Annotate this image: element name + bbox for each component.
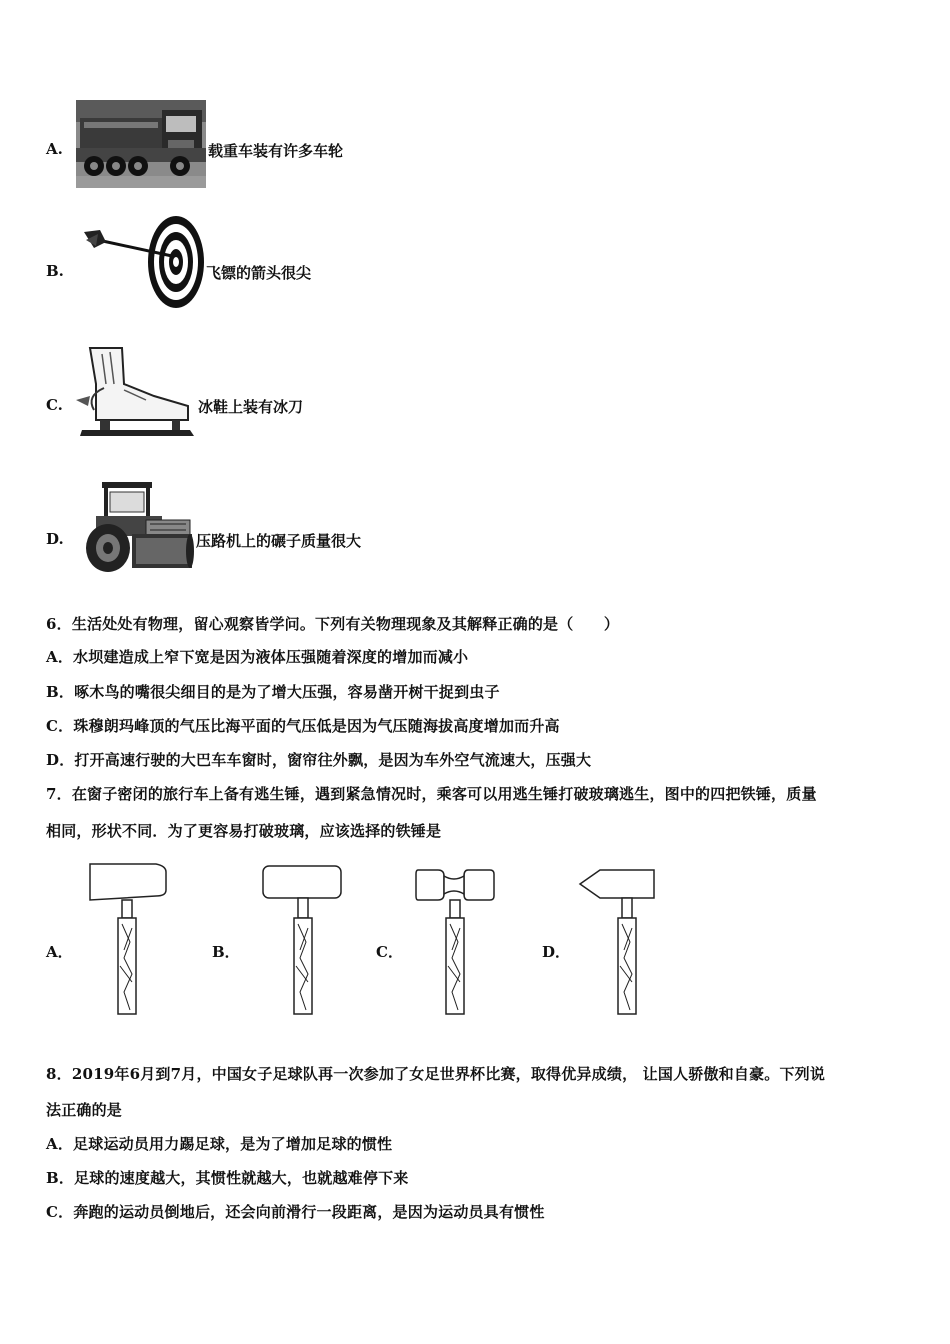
option-caption: 飞镖的箭头很尖 [206, 264, 312, 282]
option-caption: 冰鞋上装有冰刀 [198, 398, 304, 416]
dart-target-image [80, 214, 206, 310]
question-stem-line-2: 法正确的是 [46, 1101, 123, 1119]
question-stem-line-1: 7．在窗子密闭的旅行车上备有逃生锤，遇到紧急情况时，乘客可以用逃生锤打破玻璃逃生，图中的四把铁锤，质量 [46, 785, 817, 803]
option-a-label: A． [46, 943, 73, 961]
option-c-label: C． [376, 943, 403, 961]
option-letter: B. [46, 262, 64, 280]
truck-image [76, 100, 206, 188]
option-b-label: B． [212, 943, 240, 961]
road-roller-image [80, 480, 196, 576]
option-letter: D. [46, 530, 64, 548]
option-c: C．珠穆朗玛峰顶的气压比海平面的气压低是因为气压随海拔高度增加而升高 [46, 717, 560, 735]
question-stem-line-1: 8．2019年6月到7月，中国女子足球队再一次参加了女足世界杯比赛，取得优异成绩， 让国人骄傲和自豪。下列说 [46, 1065, 826, 1083]
option-b: B．足球的速度越大，其惯性就越大，也就越难停下来 [46, 1169, 409, 1187]
question-stem-line-2: 相同，形状不同．为了更容易打破玻璃，应该选择的铁锤是 [46, 822, 442, 840]
option-letter: A. [46, 140, 63, 158]
hammer-a-image [86, 862, 172, 1016]
hammer-c-image [414, 868, 498, 1016]
ice-skate-image [76, 344, 196, 440]
option-c: C．奔跑的运动员倒地后，还会向前滑行一段距离，是因为运动员具有惯性 [46, 1203, 545, 1221]
option-b: B．啄木鸟的嘴很尖细目的是为了增大压强，容易凿开树干捉到虫子 [46, 683, 500, 701]
option-a: A．足球运动员用力踢足球，是为了增加足球的惯性 [46, 1135, 393, 1153]
option-caption: 载重车装有许多车轮 [208, 142, 344, 160]
hammer-b-image [260, 864, 346, 1016]
question-stem: 6．生活处处有物理，留心观察皆学问。下列有关物理现象及其解释正确的是（ ） [46, 615, 620, 633]
option-letter: C. [46, 396, 63, 414]
option-d-label: D． [542, 943, 571, 961]
option-d: D．打开高速行驶的大巴车车窗时，窗帘往外飘，是因为车外空气流速大，压强大 [46, 751, 592, 769]
option-a: A．水坝建造成上窄下宽是因为液体压强随着深度的增加而减小 [46, 648, 469, 666]
hammer-d-image [578, 868, 658, 1016]
option-caption: 压路机上的碾子质量很大 [196, 532, 362, 550]
